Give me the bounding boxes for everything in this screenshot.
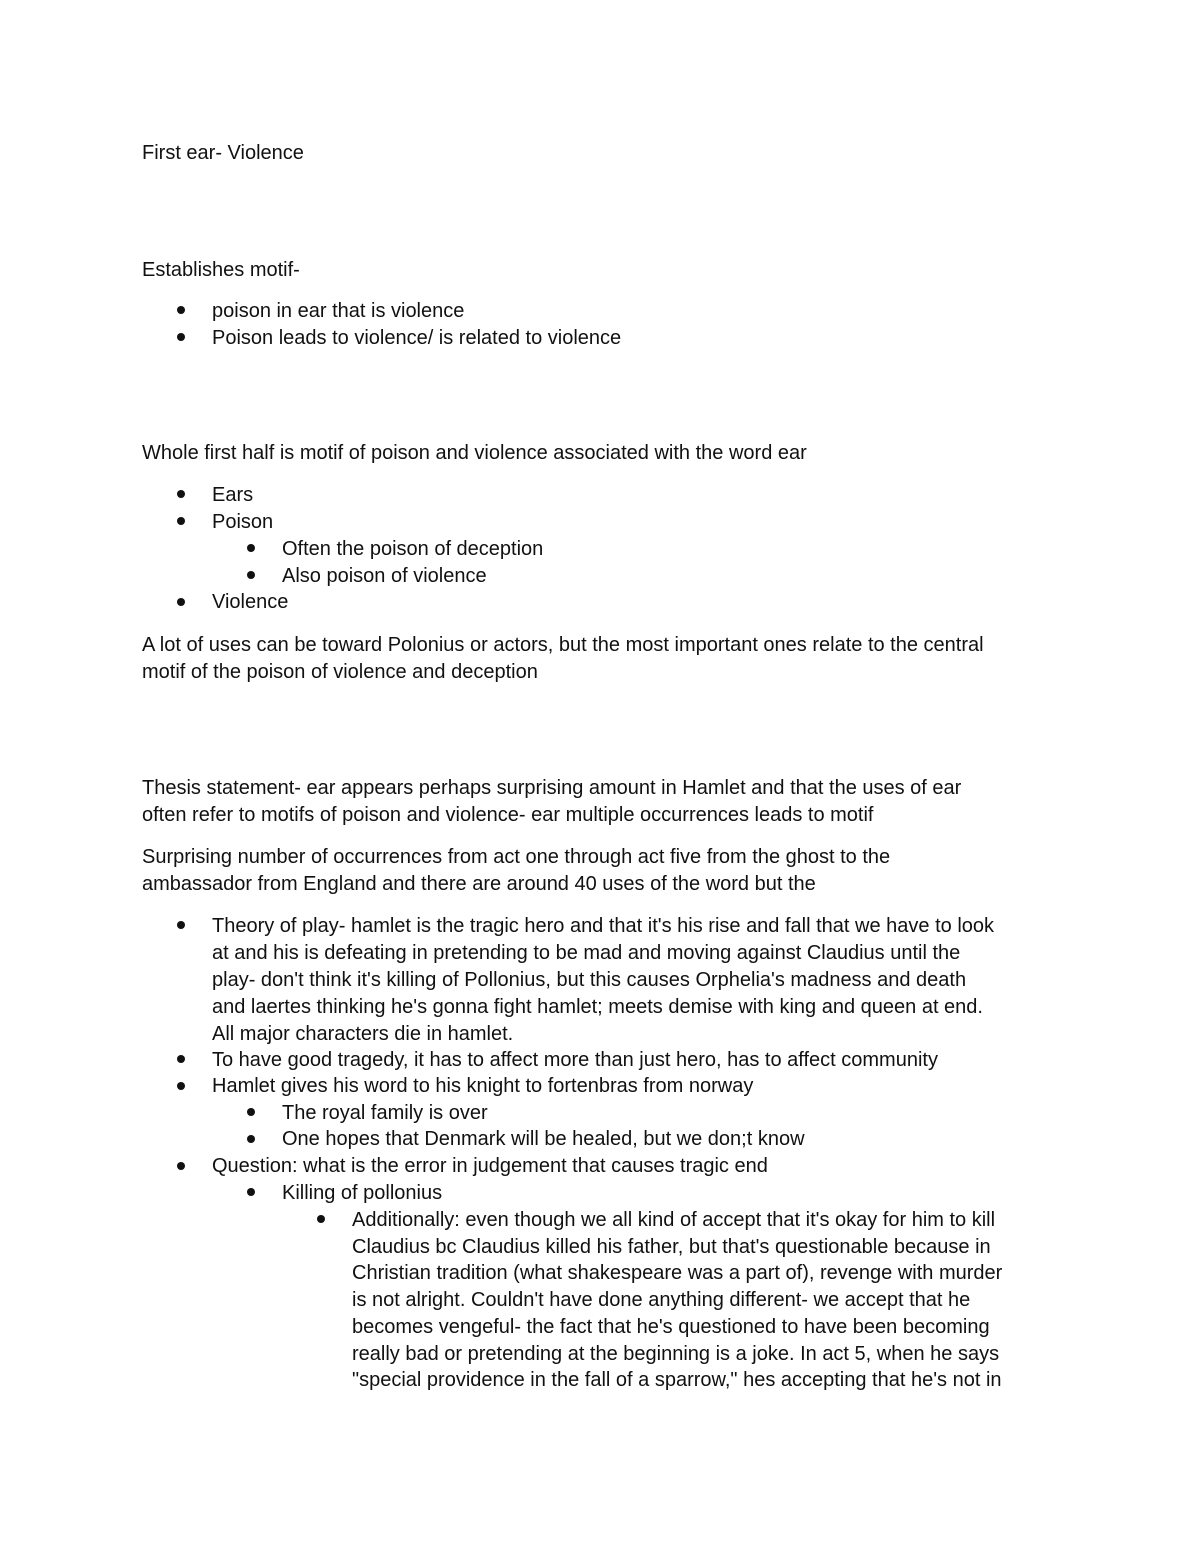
list-item-continuation: is not alright. Couldn't have done anything different- we accept that he <box>352 1289 971 1311</box>
list-item: One hopes that Denmark will be healed, but we don;t know <box>282 1128 805 1150</box>
list-item-continuation: play- don't think it's killing of Pollonius, but this causes Orphelia's madness and death <box>212 969 967 991</box>
bullet-icon <box>247 1188 255 1196</box>
paragraph-line: Surprising number of occurrences from act one through act five from the ghost to the <box>142 846 891 868</box>
list-item: Killing of pollonius <box>282 1182 443 1204</box>
bullet-icon <box>317 1215 325 1223</box>
paragraph-line: motif of the poison of violence and deception <box>142 661 538 683</box>
bullet-icon <box>247 1108 255 1116</box>
list-item: poison in ear that is violence <box>212 300 465 322</box>
bullet-icon <box>177 1055 185 1063</box>
bullet-icon <box>177 1162 185 1170</box>
paragraph-line: ambassador from England and there are around 40 uses of the word but the <box>142 873 816 895</box>
list-item: To have good tragedy, it has to affect more than just hero, has to affect community <box>212 1049 938 1071</box>
bullet-icon <box>177 598 185 606</box>
list-item: Theory of play- hamlet is the tragic hero and that it's his rise and fall that we have to look <box>212 915 995 937</box>
list-item-continuation: and laertes thinking he's gonna fight hamlet; meets demise with king and queen at end. <box>212 996 983 1018</box>
list-item: Hamlet gives his word to his knight to fortenbras from norway <box>212 1075 754 1097</box>
bullet-icon <box>177 1082 185 1090</box>
whole-intro: Whole first half is motif of poison and violence associated with the word ear <box>142 442 807 464</box>
bullet-icon <box>247 571 255 579</box>
list-item: Additionally: even though we all kind of accept that it's okay for him to kill <box>352 1209 996 1231</box>
bullet-icon <box>247 1135 255 1143</box>
heading: First ear- Violence <box>142 142 304 164</box>
list-item-continuation: becomes vengeful- the fact that he's questioned to have been becoming <box>352 1316 990 1338</box>
list-item: Poison <box>212 511 274 533</box>
list-item-continuation: "special providence in the fall of a sparrow," hes accepting that he's not in <box>352 1369 1002 1391</box>
list-item: Often the poison of deception <box>282 538 544 560</box>
list-item-continuation: at and his is defeating in pretending to be mad and moving against Claudius until the <box>212 942 961 964</box>
list-item: Also poison of violence <box>282 565 487 587</box>
bullet-icon <box>177 306 185 314</box>
list-item-continuation: Claudius bc Claudius killed his father, but that's questionable because in <box>352 1236 991 1258</box>
bullet-icon <box>177 517 185 525</box>
list-item: Ears <box>212 484 254 506</box>
list-item-continuation: All major characters die in hamlet. <box>212 1023 514 1045</box>
thesis-line: Thesis statement- ear appears perhaps surprising amount in Hamlet and that the uses of ear <box>142 777 962 799</box>
bullet-icon <box>177 921 185 929</box>
paragraph-line: A lot of uses can be toward Polonius or actors, but the most important ones relate to the central <box>142 634 984 656</box>
list-item-continuation: really bad or pretending at the beginning is a joke. In act 5, when he says <box>352 1343 1000 1365</box>
bullet-icon <box>247 544 255 552</box>
list-item: The royal family is over <box>282 1102 488 1124</box>
establishes-intro: Establishes motif- <box>142 259 300 281</box>
list-item: Violence <box>212 591 289 613</box>
list-item-continuation: Christian tradition (what shakespeare was a part of), revenge with murder <box>352 1262 1003 1284</box>
thesis-line: often refer to motifs of poison and violence- ear multiple occurrences leads to motif <box>142 804 874 826</box>
list-item: Question: what is the error in judgement that causes tragic end <box>212 1155 768 1177</box>
bullet-icon <box>177 333 185 341</box>
bullet-icon <box>177 490 185 498</box>
list-item: Poison leads to violence/ is related to violence <box>212 327 622 349</box>
